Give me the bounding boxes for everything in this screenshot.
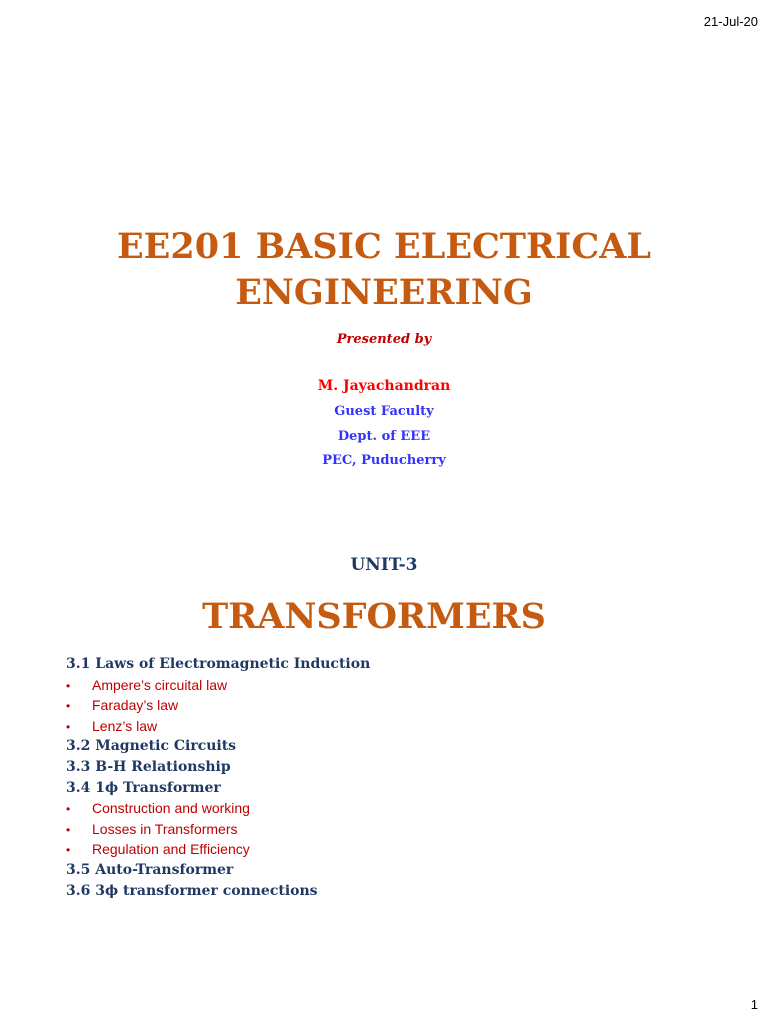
presented-by-label: Presented by (336, 332, 432, 347)
outline-subtopic-text: Regulation and Efficiency (92, 841, 250, 858)
outline-subtopic-text: Ampere’s circuital law (92, 676, 228, 693)
bullet-icon: • (66, 678, 71, 693)
slide-date: 21-Jul-20 (703, 14, 758, 29)
outline-topic: 3.4 1ϕ Transformer (66, 779, 221, 796)
topic-outline (66, 654, 706, 901)
page-number: 1 (750, 997, 758, 1012)
course-title (0, 224, 768, 316)
bullet-icon: • (66, 802, 71, 817)
author-department: Dept. of EEE (337, 429, 431, 444)
bullet-icon: • (66, 719, 71, 734)
outline-subtopic-text: Faraday’s law (92, 697, 179, 714)
course-title-line-1: EE201 BASIC ELECTRICAL (117, 226, 651, 267)
outline-subtopic (66, 716, 706, 737)
outline-topic: 3.2 Magnetic Circuits (66, 738, 237, 755)
unit-title: TRANSFORMERS (202, 596, 546, 637)
outline-subtopic (66, 819, 706, 840)
bullet-icon: • (66, 822, 71, 837)
outline-subtopic-text: Losses in Transformers (92, 820, 238, 837)
outline-subtopic (66, 798, 706, 819)
outline-subtopic-text: Lenz’s law (92, 717, 158, 734)
course-title-line-2: ENGINEERING (235, 272, 533, 313)
bullet-icon: • (66, 699, 71, 714)
outline-subtopic (66, 695, 706, 716)
outline-subtopic (66, 839, 706, 860)
author-name: M. Jayachandran (317, 378, 451, 394)
bullet-icon: • (66, 843, 71, 858)
outline-topic: 3.1 Laws of Electromagnetic Induction (66, 656, 371, 672)
author-institution: PEC, Puducherry (322, 453, 446, 468)
outline-topic: 3.6 3ϕ transformer connections (66, 882, 318, 899)
author-role: Guest Faculty (334, 404, 434, 419)
unit-label: UNIT-3 (350, 555, 418, 575)
outline-topic: 3.3 B-H Relationship (66, 758, 231, 775)
outline-topic: 3.5 Auto-Transformer (66, 861, 234, 878)
outline-subtopic-text: Construction and working (92, 800, 250, 817)
outline-subtopic (66, 675, 706, 696)
